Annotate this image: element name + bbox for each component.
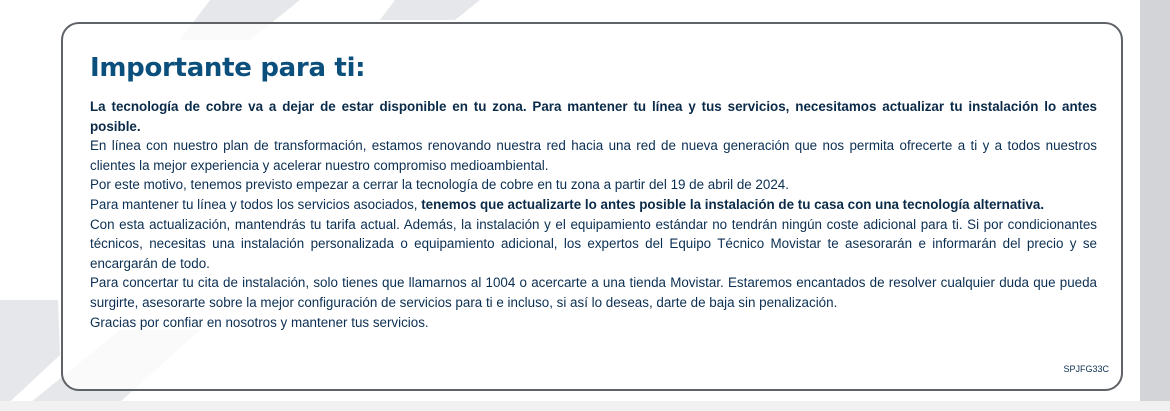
page-gutter-bottom [0,401,1170,411]
document-code: SPJFG33C [1063,364,1109,374]
notice-body [90,97,1097,332]
watermark-stroke-upper-2 [380,0,480,20]
notice-paragraph-update [90,195,1097,215]
notice-paragraph-update-intro: Para mantener tu línea y todos los servicios asociados, [90,196,422,212]
notice-paragraph-appointment: Para concertar tu cita de instalación, solo tienes que llamarnos al 1004 o acercarte a una tienda Movistar. Estaremos encantados de resolver cualquier duda que pueda surgirte, asesorarte sobre la mejor configuración de servicios para ti e incluso, si así lo deseas, darte de baja sin penalización. [90,275,1097,310]
notice-paragraph-cost: Con esta actualización, mantendrás tu tarifa actual. Además, la instalación y el equipamiento estándar no tendrán ningún coste adicional para ti. Si por condicionantes técnicos, necesitas una instalación personalizada o equipamiento adicional, los expertos del Equipo Técnico Movistar te asesorarán e informarán del precio y se encargarán de todo. [90,216,1097,271]
notice-paragraph-transformation: En línea con nuestro plan de transformación, estamos renovando nuestra red hacia una red de nueva generación que nos permita ofrecerte a ti y a todos nuestros clientes la mejor experiencia y acelerar nuestro compromiso medioambiental. [90,138,1097,173]
page-gutter-right [1140,0,1170,411]
notice-paragraph-update-emphasis: tenemos que actualizarte lo antes posible la instalación de tu casa con una tecnología alternativa. [421,196,1045,212]
notice-paragraph-thanks: Gracias por confiar en nosotros y mantener tus servicios. [90,314,429,330]
watermark-letter-left [0,300,60,411]
notice-lead: La tecnología de cobre va a dejar de estar disponible en tu zona. Para mantener tu línea y tus servicios, necesitamos actualizar tu instalación lo antes posible. [90,99,1097,134]
notice-paragraph-closure-date: Por este motivo, tenemos previsto empezar a cerrar la tecnología de cobre en tu zona a partir del 19 de abril de 2024. [90,177,789,193]
notice-title: Importante para ti: [90,53,366,83]
notice-card [61,22,1123,391]
